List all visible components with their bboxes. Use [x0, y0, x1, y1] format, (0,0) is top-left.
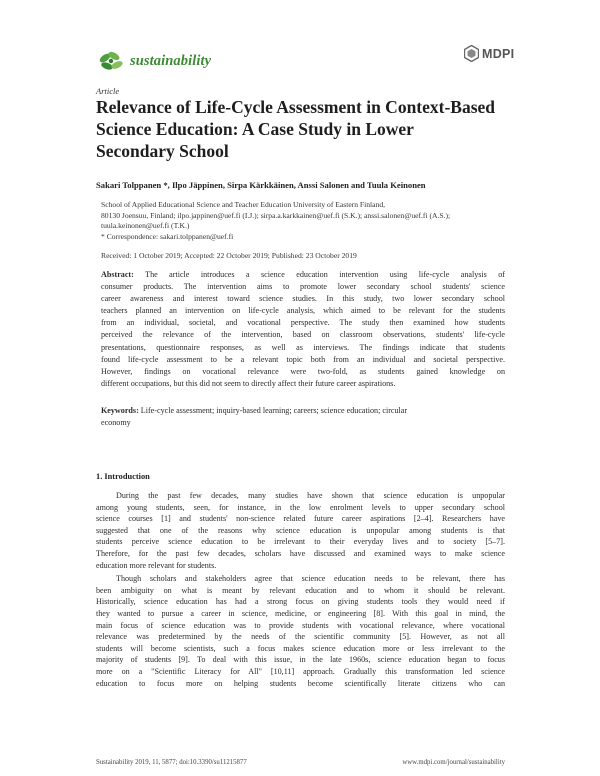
title-line: Relevance of Life-Cycle Assessment in Context-Based — [96, 97, 496, 117]
paragraph-line: suggested that one of the reasons why science education is unpopular among students is that — [96, 525, 505, 535]
abstract-line: However, findings on vocational relevance were two-fold, as students gained knowledge on — [101, 366, 505, 376]
correspondence-line: * Correspondence: sakari.tolppanen@uef.fi — [101, 231, 234, 241]
abstract-line: found life-cycle assessment to be a relevant topic both from an individual and societal perspective. — [101, 354, 505, 364]
mdpi-logo-icon — [464, 45, 479, 62]
title-line: Secondary School — [96, 141, 229, 161]
paragraph-line: been ambiguity on what is meant by relevant education and to whom it should be relevant. — [96, 585, 505, 595]
abstract — [101, 269, 505, 390]
publisher-name: MDPI — [482, 46, 515, 61]
affiliations — [101, 200, 521, 242]
journal-logo — [96, 49, 211, 73]
paragraph-line: majority of students [9]. To deal with this issue, in the late 1960s, science education began to focus — [96, 655, 505, 665]
paragraph-line: education to focus more on helping students become scientifically literate citizens who can — [96, 678, 505, 688]
paragraph-line: students perceive science education to be irrelevant to their everyday lives and to society [5–7]. — [96, 537, 505, 547]
paragraph-line: Therefore, for the past few decades, scholars have discussed and examined ways to make science — [96, 548, 505, 558]
affiliation-line: School of Applied Educational Science and Teacher Education University of Eastern Finland, — [101, 200, 386, 209]
affiliation-line: tuula.keinonen@uef.fi (T.K.) — [101, 221, 190, 231]
abstract-line: perceived the relevance of the intervention, based on classroom observations, students' life-cycle — [101, 330, 505, 340]
section-heading: 1. Introduction — [96, 472, 150, 481]
footer-citation: Sustainability 2019, 11, 5877; doi:10.3390/su11215877 — [96, 759, 247, 766]
paragraph-line: students will become scientists, such a focus makes science education more or less irrelevant to the — [96, 643, 505, 653]
abstract-line: different occupations, but this did not seem to directly affect their future career aspirations. — [101, 378, 396, 388]
title-line: Science Education: A Case Study in Lower — [96, 119, 414, 139]
keywords-text: Life-cycle assessment; inquiry-based learning; careers; science education; circular — [140, 406, 408, 415]
abstract-text: The article introduces a science education intervention using life-cycle analysis of — [145, 270, 505, 279]
affiliation-line: 80130 Joensuu, Finland; ilpo.jappinen@uef.fi (I.J.); sirpa.a.karkkainen@uef.fi (S.K.); anssi.salonen@uef.fi (A.S.); — [101, 210, 451, 220]
paragraph-line: relevance was predetermined by the needs of the scientific community [5]. However, as not all — [96, 632, 505, 642]
paragraph-line: Historically, science education has had a strong focus on giving students tools they would need if — [96, 597, 505, 607]
author-list: Sakari Tolppanen *, Ilpo Jäppinen, Sirpa Kärkkäinen, Anssi Salonen and Tuula Keinonen — [96, 180, 426, 190]
paragraph-line: education more relevant for students. — [96, 560, 217, 570]
abstract-line: consumer products. The intervention aims to promote lower secondary school students' science — [101, 282, 505, 292]
abstract-line: presentations, questionnaire responses, as well as interviews. The findings indicate that students — [101, 342, 505, 352]
paragraph-line: main focus of science education was to provide students with vocational relevance, where vocational — [96, 620, 505, 630]
abstract-line: from an individual, societal, and vocational perspective. The study then examined how students — [101, 318, 505, 328]
paragraph-line: more on a "Scientific Literacy for All" [10,11] approach. Gradually this transformation led science — [96, 666, 505, 676]
keywords-line: economy — [101, 418, 131, 428]
journal-name: sustainability — [130, 52, 212, 69]
paragraph-line: they wanted to pursue a career in science, medicine, or engineering [8]. With this goal in mind, the — [96, 608, 505, 618]
publication-dates: Received: 1 October 2019; Accepted: 22 October 2019; Published: 23 October 2019 — [101, 251, 357, 260]
keywords-label: Keywords: — [101, 406, 139, 415]
abstract-line: teachers planned an intervention on life-cycle analysis, which aimed to be relevant for the students — [101, 306, 505, 316]
keywords-line — [101, 405, 505, 417]
article-type: Article — [96, 86, 120, 96]
abstract-line — [101, 269, 505, 281]
abstract-label: Abstract: — [101, 270, 134, 279]
body-text — [96, 490, 505, 689]
article-title — [96, 96, 516, 162]
abstract-line: career awareness and interest toward science studies. In this study, two lower secondary school — [101, 294, 505, 304]
paragraph-line: among young students, seen, for instance, in the low enrolment levels to upper secondary school — [96, 502, 505, 512]
paragraph-line: Though scholars and stakeholders agree that science education needs to be relevant, there has — [116, 574, 505, 584]
publisher-logo — [464, 45, 514, 62]
paragraph-line: During the past few decades, many studies have shown that science education is unpopular — [116, 491, 505, 500]
paragraph-line: science courses [1] and students' non-science related future career aspirations [2–4]. Researchers have — [96, 514, 505, 524]
leaf-cluster-icon — [96, 49, 126, 73]
footer-url[interactable]: www.mdpi.com/journal/sustainability — [402, 759, 505, 766]
keywords — [101, 405, 505, 429]
